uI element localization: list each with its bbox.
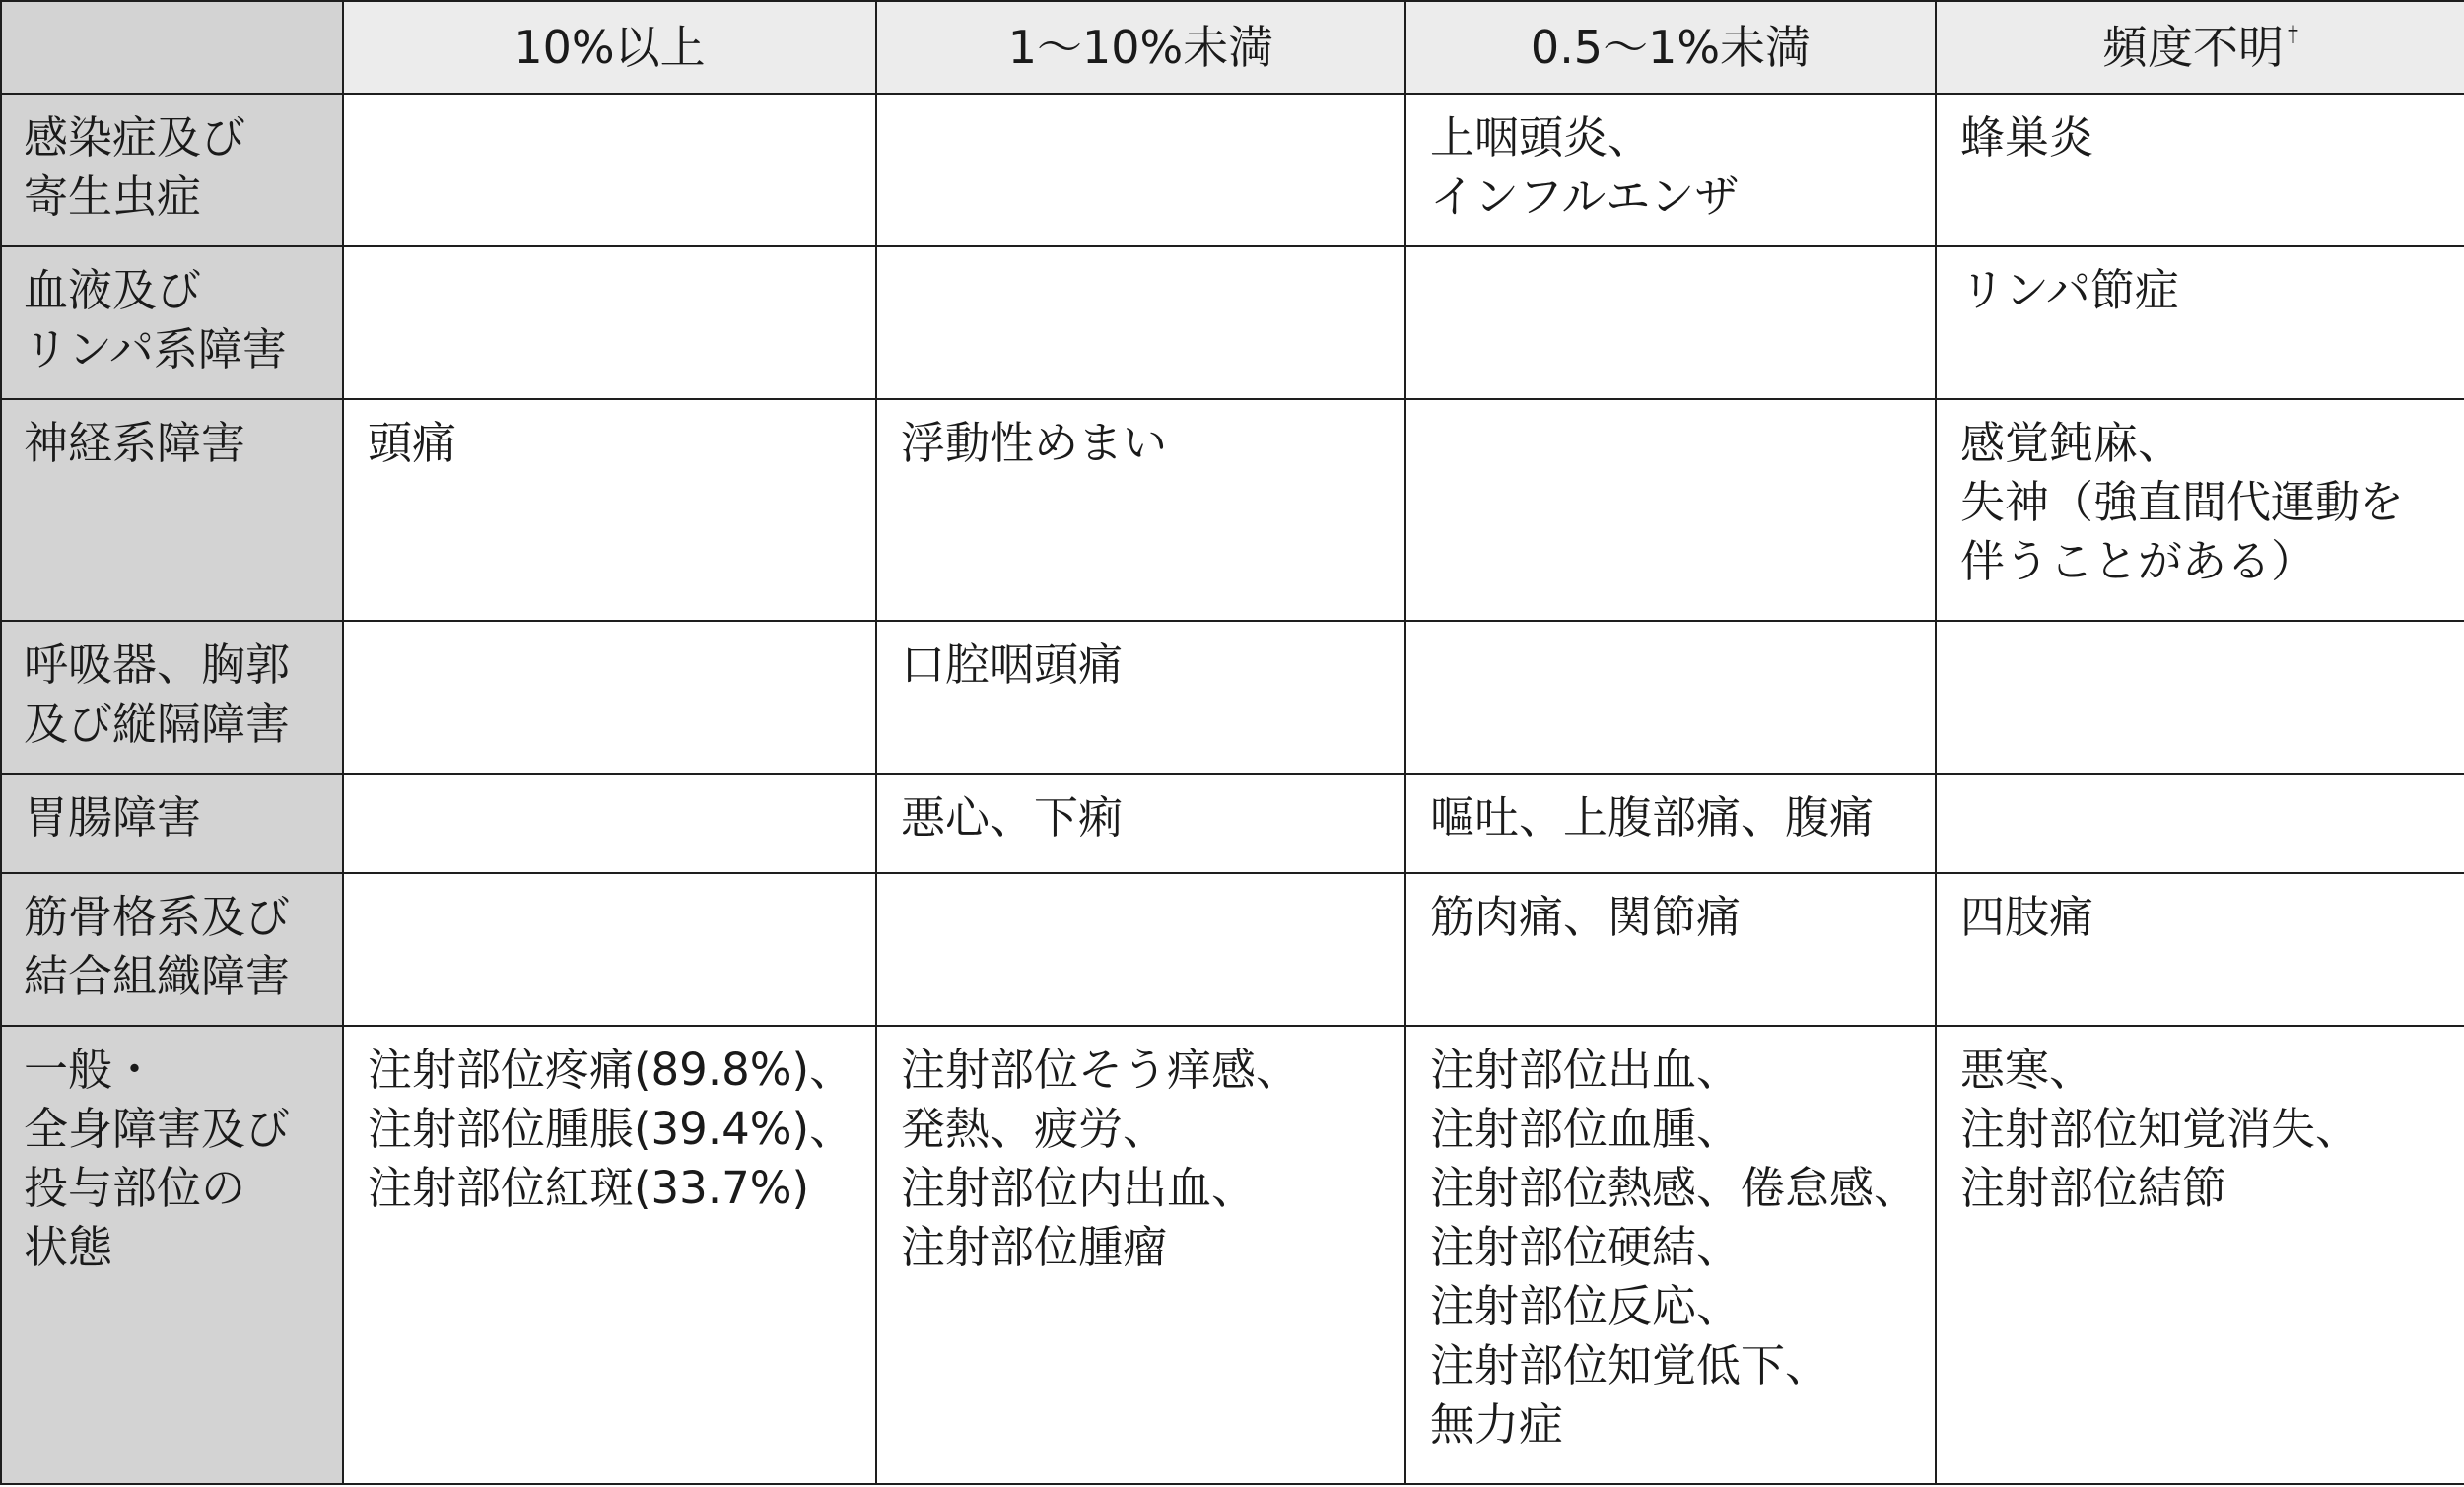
reaction-cell-c2 [876, 94, 1405, 246]
category-text-line: 血液及び [24, 264, 202, 316]
reaction-text-line: リンパ節症 [1960, 264, 2179, 316]
reaction-text-line: 筋肉痛、関節痛 [1430, 891, 1742, 943]
reaction-text-line: 発熱、疲労、 [901, 1103, 1168, 1155]
table-row [1, 774, 2464, 873]
reaction-cell-c3 [1405, 873, 1936, 1026]
reaction-cell-c1 [343, 94, 876, 246]
category-text-line: 胃腸障害 [24, 791, 202, 844]
reaction-text-line: 頭痛 [368, 417, 457, 469]
dagger-footnote-mark: † [2288, 23, 2298, 47]
reaction-cell-c4 [1936, 246, 2464, 399]
row-category-cell [1, 873, 343, 1026]
reaction-cell-c2 [876, 399, 1405, 621]
category-text-line: 寄生虫症 [24, 170, 202, 223]
header-1-to-10pct: 1〜10%未満 [876, 1, 1405, 94]
reaction-text-line: 注射部位腫脹(39.4%)、 [368, 1103, 855, 1155]
reaction-text-line: 注射部位硬結、 [1430, 1221, 1742, 1273]
reaction-text-line: 感覚鈍麻、 [1960, 417, 2183, 469]
reaction-text-line: 蜂巣炎 [1960, 111, 2094, 164]
category-text-line: 状態 [24, 1221, 113, 1273]
category-text-line: 神経系障害 [24, 417, 246, 469]
reaction-text-line: 失神（強直間代運動を [1960, 476, 2405, 528]
reaction-cell-c3 [1405, 621, 1936, 774]
header-frequency-unknown: 頻度不明 † [1936, 1, 2464, 94]
table-row [1, 246, 2464, 399]
reaction-cell-c1 [343, 621, 876, 774]
table-row [1, 621, 2464, 774]
reaction-cell-c1 [343, 246, 876, 399]
reaction-text-line: 口腔咽頭痛 [901, 639, 1124, 691]
reaction-text-line: 注射部位内出血、 [901, 1162, 1257, 1214]
reaction-text-line: 悪寒、 [1960, 1044, 2094, 1096]
reaction-text-line: 注射部位疼痛(89.8%)、 [368, 1044, 855, 1096]
reaction-cell-c1 [343, 399, 876, 621]
header-over-10pct: 10%以上 [343, 1, 876, 94]
header-row [1, 1, 2464, 94]
reaction-text-line: 注射部位腫瘤 [901, 1221, 1168, 1273]
reaction-text-line: 注射部位反応、 [1430, 1280, 1742, 1332]
row-category-cell [1, 94, 343, 246]
reaction-cell-c3 [1405, 1026, 1936, 1484]
reaction-text-line: 注射部位出血、 [1430, 1044, 1742, 1096]
reaction-text-line: 四肢痛 [1960, 891, 2094, 943]
reaction-text-line: 無力症 [1430, 1398, 1564, 1451]
row-category-cell [1, 246, 343, 399]
table-row [1, 873, 2464, 1026]
reaction-text-line: 注射部位結節 [1960, 1162, 2227, 1214]
table-row [1, 399, 2464, 621]
reaction-text-line: 注射部位血腫、 [1430, 1103, 1742, 1155]
reaction-cell-c2 [876, 873, 1405, 1026]
reaction-text-line: 上咽頭炎、 [1430, 111, 1653, 164]
reaction-cell-c3 [1405, 94, 1936, 246]
reaction-text-line: 伴うことがある） [1960, 535, 2316, 587]
reaction-text-line: 注射部位知覚消失、 [1960, 1103, 2361, 1155]
reaction-cell-c1 [343, 873, 876, 1026]
reaction-text-line: インフルエンザ [1430, 170, 1740, 223]
table-row [1, 94, 2464, 246]
reaction-cell-c3 [1405, 399, 1936, 621]
table-row [1, 1026, 2464, 1484]
reaction-text-line: 注射部位熱感、倦怠感、 [1430, 1162, 1919, 1214]
reaction-cell-c2 [876, 774, 1405, 873]
category-text-line: 呼吸器、胸郭 [24, 639, 291, 691]
header-0_5-to-1pct: 0.5〜1%未満 [1405, 1, 1936, 94]
reaction-cell-c4 [1936, 399, 2464, 621]
category-text-line: 筋骨格系及び [24, 891, 291, 943]
reaction-text-line: 浮動性めまい [901, 417, 1168, 469]
reaction-text-line: 注射部位知覚低下、 [1430, 1339, 1830, 1391]
header-corner-cell [1, 1, 343, 94]
category-text-line: 投与部位の [24, 1162, 246, 1214]
reaction-cell-c2 [876, 621, 1405, 774]
reaction-text-line: 注射部位そう痒感、 [901, 1044, 1301, 1096]
category-text-line: 全身障害及び [24, 1103, 291, 1155]
reaction-cell-c4 [1936, 1026, 2464, 1484]
category-text-line: リンパ系障害 [24, 323, 287, 375]
reaction-cell-c2 [876, 246, 1405, 399]
reaction-cell-c2 [876, 1026, 1405, 1484]
category-text-line: 及び縦隔障害 [24, 698, 291, 750]
reaction-cell-c1 [343, 1026, 876, 1484]
reaction-cell-c4 [1936, 873, 2464, 1026]
reaction-cell-c4 [1936, 774, 2464, 873]
reaction-cell-c3 [1405, 774, 1936, 873]
row-category-cell [1, 774, 343, 873]
reaction-cell-c3 [1405, 246, 1936, 399]
reaction-text-line: 悪心、下痢 [901, 791, 1124, 844]
category-text-line: 感染症及び [24, 111, 246, 164]
row-category-cell [1, 399, 343, 621]
row-category-cell [1, 1026, 343, 1484]
reaction-text-line: 嘔吐、上腹部痛、腹痛 [1430, 791, 1875, 844]
reaction-cell-c4 [1936, 94, 2464, 246]
reaction-text-line: 注射部位紅斑(33.7%) [368, 1162, 810, 1214]
category-text-line: 一般・ [24, 1044, 158, 1096]
category-text-line: 結合組織障害 [24, 950, 291, 1002]
reaction-cell-c4 [1936, 621, 2464, 774]
reaction-cell-c1 [343, 774, 876, 873]
row-category-cell [1, 621, 343, 774]
